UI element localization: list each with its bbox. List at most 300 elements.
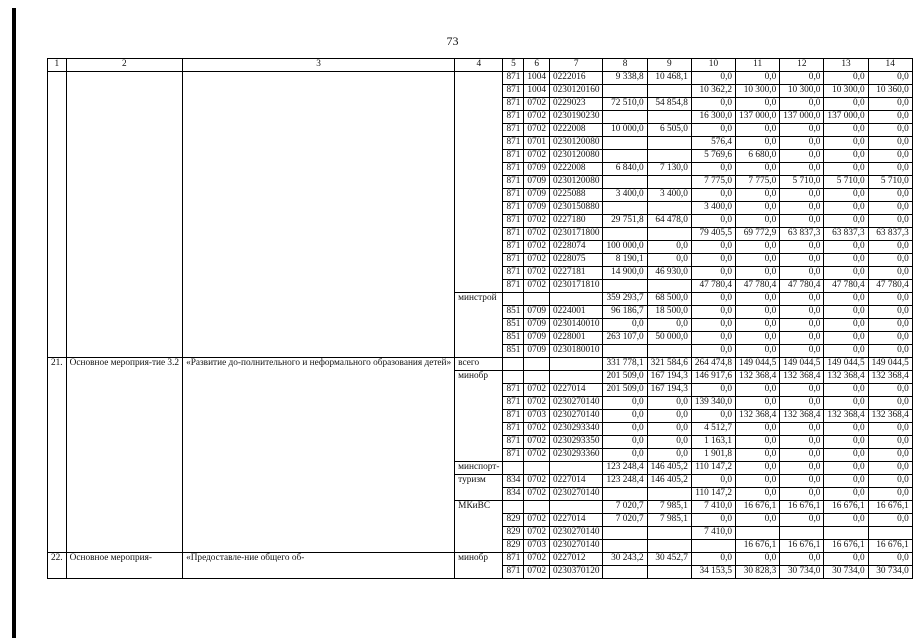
table-cell: 0,0 bbox=[736, 162, 780, 175]
table-cell: «Предоставле-ние общего об- bbox=[183, 552, 455, 578]
table-cell: Основное мероприя- bbox=[66, 552, 182, 578]
table-cell: 0230171810 bbox=[550, 279, 603, 292]
table-cell: 0,0 bbox=[824, 71, 868, 84]
table-cell: 10 360,0 bbox=[868, 84, 912, 97]
table-cell: 7 985,1 bbox=[647, 500, 691, 513]
table-cell bbox=[603, 279, 647, 292]
table-cell: 0,0 bbox=[780, 71, 824, 84]
table-cell: 0227014 bbox=[550, 383, 603, 396]
table-cell: 0,0 bbox=[691, 292, 735, 305]
table-cell: 5 710,0 bbox=[824, 175, 868, 188]
table-cell: 0,0 bbox=[736, 396, 780, 409]
table-cell bbox=[183, 71, 455, 357]
table-cell: 30 828,3 bbox=[736, 565, 780, 578]
table-cell bbox=[603, 526, 647, 539]
table-cell: 0703 bbox=[524, 409, 550, 422]
table-cell: 331 778,1 bbox=[603, 357, 647, 370]
table-cell: 16 676,1 bbox=[780, 500, 824, 513]
table-cell: 871 bbox=[503, 552, 524, 565]
table-cell: 0,0 bbox=[780, 318, 824, 331]
table-cell: 0,0 bbox=[868, 188, 912, 201]
table-cell: 0,0 bbox=[736, 97, 780, 110]
table-cell bbox=[647, 110, 691, 123]
table-cell: 0,0 bbox=[736, 318, 780, 331]
table-cell: 0,0 bbox=[736, 240, 780, 253]
table-cell: 0,0 bbox=[824, 305, 868, 318]
table-cell: 0,0 bbox=[736, 448, 780, 461]
table-cell: 0230293340 bbox=[550, 422, 603, 435]
table-cell: 871 bbox=[503, 448, 524, 461]
table-cell: 0,0 bbox=[780, 123, 824, 136]
table-cell: 871 bbox=[503, 565, 524, 578]
table-cell: 10 468,1 bbox=[647, 71, 691, 84]
table-cell: 0228074 bbox=[550, 240, 603, 253]
table-cell: 68 500,0 bbox=[647, 292, 691, 305]
table-cell bbox=[550, 292, 603, 305]
table-cell bbox=[647, 201, 691, 214]
table-cell bbox=[824, 526, 868, 539]
table-cell: 132 368,4 bbox=[868, 370, 912, 383]
table-cell bbox=[603, 175, 647, 188]
table-cell: 0702 bbox=[524, 474, 550, 487]
table-cell: 7 985,1 bbox=[647, 513, 691, 526]
column-header: 6 bbox=[524, 59, 550, 72]
table-cell: 0,0 bbox=[736, 435, 780, 448]
table-cell: 0701 bbox=[524, 136, 550, 149]
table-cell bbox=[550, 357, 603, 370]
table-row bbox=[48, 71, 913, 84]
table-cell: 100 000,0 bbox=[603, 240, 647, 253]
table-cell: 851 bbox=[503, 305, 524, 318]
table-cell: 0,0 bbox=[736, 292, 780, 305]
table-cell: МКиВС bbox=[455, 500, 503, 552]
table-cell: 0,0 bbox=[603, 409, 647, 422]
table-cell: 0,0 bbox=[780, 305, 824, 318]
table-cell: 0,0 bbox=[824, 448, 868, 461]
column-header: 1 bbox=[48, 59, 67, 72]
table-cell: 321 584,6 bbox=[647, 357, 691, 370]
table-cell: 0,0 bbox=[868, 331, 912, 344]
table-cell: 0702 bbox=[524, 266, 550, 279]
table-cell: 576,4 bbox=[691, 136, 735, 149]
header-row bbox=[48, 59, 913, 72]
table-cell: 0,0 bbox=[647, 448, 691, 461]
table-cell: 0,0 bbox=[868, 253, 912, 266]
table-cell: 0,0 bbox=[691, 383, 735, 396]
table-cell: 0230171800 bbox=[550, 227, 603, 240]
table-cell: 0230180010 bbox=[550, 344, 603, 357]
table-cell: 0230270140 bbox=[550, 396, 603, 409]
table-cell: 0,0 bbox=[824, 318, 868, 331]
table-cell: 0709 bbox=[524, 162, 550, 175]
table-cell: 0,0 bbox=[780, 253, 824, 266]
table-cell: 5 710,0 bbox=[868, 175, 912, 188]
table-cell: 0,0 bbox=[868, 318, 912, 331]
table-cell: 7 775,0 bbox=[736, 175, 780, 188]
table-cell: 167 194,3 bbox=[647, 370, 691, 383]
table-cell: 0,0 bbox=[603, 435, 647, 448]
table-cell: 63 837,3 bbox=[780, 227, 824, 240]
table-cell bbox=[647, 175, 691, 188]
table-cell: 132 368,4 bbox=[736, 409, 780, 422]
column-header: 3 bbox=[183, 59, 455, 72]
table-cell: 4 512,7 bbox=[691, 422, 735, 435]
table-cell: 167 194,3 bbox=[647, 383, 691, 396]
table-cell: 0,0 bbox=[736, 266, 780, 279]
table-cell bbox=[647, 539, 691, 552]
table-cell: 137 000,0 bbox=[736, 110, 780, 123]
table-cell: 0,0 bbox=[780, 422, 824, 435]
table-cell: 0702 bbox=[524, 435, 550, 448]
table-cell: 30 734,0 bbox=[824, 565, 868, 578]
table-cell: 0,0 bbox=[868, 240, 912, 253]
table-cell: 0230120160 bbox=[550, 84, 603, 97]
table-cell: 7 410,0 bbox=[691, 500, 735, 513]
table-cell: 30 452,7 bbox=[647, 552, 691, 565]
table-cell: 0,0 bbox=[824, 383, 868, 396]
table-cell: 132 368,4 bbox=[824, 370, 868, 383]
column-header: 13 bbox=[824, 59, 868, 72]
table-cell bbox=[550, 500, 603, 513]
table-cell: 0702 bbox=[524, 149, 550, 162]
column-header: 7 bbox=[550, 59, 603, 72]
table-cell: минстрой bbox=[455, 292, 503, 357]
column-header: 10 bbox=[691, 59, 735, 72]
table-cell: 0230293360 bbox=[550, 448, 603, 461]
table-cell: 0,0 bbox=[868, 123, 912, 136]
table-cell: 359 293,7 bbox=[603, 292, 647, 305]
table-cell: 0,0 bbox=[868, 487, 912, 500]
table-cell: 132 368,4 bbox=[780, 409, 824, 422]
table-cell: 0702 bbox=[524, 526, 550, 539]
table-cell: 0230140010 bbox=[550, 318, 603, 331]
table-cell: 0230293350 bbox=[550, 435, 603, 448]
table-cell: 0230190230 bbox=[550, 110, 603, 123]
table-cell: 0,0 bbox=[647, 253, 691, 266]
table-cell: 0,0 bbox=[736, 331, 780, 344]
table-cell: 16 676,1 bbox=[736, 539, 780, 552]
table-cell: 871 bbox=[503, 266, 524, 279]
table-cell: 871 bbox=[503, 435, 524, 448]
table-cell bbox=[524, 292, 550, 305]
table-cell: 0,0 bbox=[691, 162, 735, 175]
table-cell: 0,0 bbox=[868, 448, 912, 461]
table-cell: 0702 bbox=[524, 279, 550, 292]
table-cell: 0,0 bbox=[780, 396, 824, 409]
column-header: 14 bbox=[868, 59, 912, 72]
table-cell: 871 bbox=[503, 396, 524, 409]
table-cell: 0,0 bbox=[868, 71, 912, 84]
table-cell: 0,0 bbox=[780, 448, 824, 461]
column-header: 4 bbox=[455, 59, 503, 72]
table-cell: 0,0 bbox=[603, 396, 647, 409]
table-cell: 0,0 bbox=[868, 422, 912, 435]
table-cell: 871 bbox=[503, 253, 524, 266]
table-cell: 0,0 bbox=[736, 344, 780, 357]
table-cell: 0228001 bbox=[550, 331, 603, 344]
table-cell: 0230120080 bbox=[550, 136, 603, 149]
table-cell: 0,0 bbox=[868, 292, 912, 305]
table-cell: 871 bbox=[503, 149, 524, 162]
table-cell: 0,0 bbox=[824, 162, 868, 175]
table-cell: 0,0 bbox=[603, 318, 647, 331]
column-header: 11 bbox=[736, 59, 780, 72]
table-cell: 10 300,0 bbox=[736, 84, 780, 97]
table-cell: 871 bbox=[503, 214, 524, 227]
table-cell: 47 780,4 bbox=[868, 279, 912, 292]
table-cell: 829 bbox=[503, 526, 524, 539]
table-cell: 0709 bbox=[524, 175, 550, 188]
table-cell: 6 505,0 bbox=[647, 123, 691, 136]
table-cell: 69 772,9 bbox=[736, 227, 780, 240]
table-cell: 0,0 bbox=[691, 409, 735, 422]
budget-table bbox=[47, 58, 913, 579]
table-cell: 0,0 bbox=[780, 461, 824, 474]
table-cell: 10 362,2 bbox=[691, 84, 735, 97]
table-cell: 264 474,8 bbox=[691, 357, 735, 370]
table-cell: 0,0 bbox=[780, 331, 824, 344]
table-cell: 0,0 bbox=[824, 97, 868, 110]
table-cell: 201 509,0 bbox=[603, 383, 647, 396]
table-cell: 50 000,0 bbox=[647, 331, 691, 344]
table-cell: 0,0 bbox=[868, 201, 912, 214]
table-cell: 0,0 bbox=[780, 474, 824, 487]
table-cell: 0230150880 bbox=[550, 201, 603, 214]
table-cell: 0702 bbox=[524, 396, 550, 409]
table-cell: 0,0 bbox=[780, 214, 824, 227]
table-cell: 0,0 bbox=[824, 422, 868, 435]
table-cell: минобр bbox=[455, 370, 503, 461]
table-cell: 0230270140 bbox=[550, 409, 603, 422]
table-cell: 0,0 bbox=[647, 240, 691, 253]
table-cell bbox=[455, 71, 503, 292]
table-cell: 0702 bbox=[524, 513, 550, 526]
table-cell: 0,0 bbox=[868, 214, 912, 227]
table-cell: 0227012 bbox=[550, 552, 603, 565]
table-cell: 54 854,8 bbox=[647, 97, 691, 110]
table-cell: 9 338,8 bbox=[603, 71, 647, 84]
table-cell: 871 bbox=[503, 110, 524, 123]
table-cell bbox=[524, 500, 550, 513]
table-cell: 16 676,1 bbox=[780, 539, 824, 552]
table-cell: 871 bbox=[503, 227, 524, 240]
table-cell: 0,0 bbox=[736, 123, 780, 136]
table-cell: 0,0 bbox=[691, 188, 735, 201]
table-cell: 149 044,5 bbox=[824, 357, 868, 370]
table-cell bbox=[603, 227, 647, 240]
table-cell bbox=[647, 279, 691, 292]
table-cell: 0,0 bbox=[736, 513, 780, 526]
table-cell: 22. bbox=[48, 552, 67, 578]
table-cell: 0,0 bbox=[868, 383, 912, 396]
table-cell: 0,0 bbox=[780, 383, 824, 396]
table-cell bbox=[503, 357, 524, 370]
table-cell bbox=[603, 110, 647, 123]
table-cell: 0,0 bbox=[780, 149, 824, 162]
table-cell bbox=[603, 149, 647, 162]
table-cell: 0230270140 bbox=[550, 526, 603, 539]
table-cell: 0227180 bbox=[550, 214, 603, 227]
table-cell bbox=[647, 487, 691, 500]
table-cell: 5 710,0 bbox=[780, 175, 824, 188]
table-cell: 7 775,0 bbox=[691, 175, 735, 188]
table-cell: 146 405,2 bbox=[647, 474, 691, 487]
table-cell bbox=[647, 526, 691, 539]
table-cell: 10 300,0 bbox=[780, 84, 824, 97]
table-cell: 0,0 bbox=[868, 396, 912, 409]
table-cell: 132 368,4 bbox=[736, 370, 780, 383]
table-cell: 0,0 bbox=[691, 214, 735, 227]
table-cell: 132 368,4 bbox=[824, 409, 868, 422]
column-header: 2 bbox=[66, 59, 182, 72]
table-cell: 6 840,0 bbox=[603, 162, 647, 175]
table-cell: 871 bbox=[503, 201, 524, 214]
table-cell: 10 300,0 bbox=[824, 84, 868, 97]
table-cell: 0,0 bbox=[824, 461, 868, 474]
table-cell bbox=[691, 539, 735, 552]
table-cell: 1004 bbox=[524, 71, 550, 84]
table-cell: 0,0 bbox=[868, 513, 912, 526]
table-cell: 0702 bbox=[524, 227, 550, 240]
table-cell bbox=[524, 461, 550, 474]
table-cell: 0,0 bbox=[868, 110, 912, 123]
column-header: 5 bbox=[503, 59, 524, 72]
table-cell: 0225088 bbox=[550, 188, 603, 201]
table-cell: 0,0 bbox=[603, 448, 647, 461]
table-cell: 0702 bbox=[524, 214, 550, 227]
table-cell: 14 900,0 bbox=[603, 266, 647, 279]
table-cell bbox=[603, 136, 647, 149]
table-cell bbox=[524, 357, 550, 370]
table-cell: 851 bbox=[503, 331, 524, 344]
table-cell: 0702 bbox=[524, 123, 550, 136]
table-cell: 0222008 bbox=[550, 162, 603, 175]
table-cell: 30 734,0 bbox=[780, 565, 824, 578]
table-cell: 834 bbox=[503, 474, 524, 487]
table-cell bbox=[647, 149, 691, 162]
table-cell: 0227014 bbox=[550, 513, 603, 526]
table-cell: 871 bbox=[503, 409, 524, 422]
table-cell: 5 769,6 bbox=[691, 149, 735, 162]
table-cell bbox=[736, 526, 780, 539]
column-header: 12 bbox=[780, 59, 824, 72]
table-cell bbox=[868, 526, 912, 539]
table-cell: Основное мероприя-тие 3.2 bbox=[66, 357, 182, 552]
table-cell: туризм bbox=[455, 474, 503, 500]
table-cell: 0709 bbox=[524, 318, 550, 331]
table-cell: 0,0 bbox=[691, 71, 735, 84]
table-cell bbox=[603, 201, 647, 214]
table-cell: 16 676,1 bbox=[824, 500, 868, 513]
table-cell: 0702 bbox=[524, 383, 550, 396]
table-cell: 34 153,5 bbox=[691, 565, 735, 578]
table-cell: 263 107,0 bbox=[603, 331, 647, 344]
table-cell: 0,0 bbox=[780, 201, 824, 214]
table-cell: 0,0 bbox=[647, 422, 691, 435]
table-cell: 0,0 bbox=[736, 253, 780, 266]
table-cell: 0230370120 bbox=[550, 565, 603, 578]
table-cell: 0702 bbox=[524, 487, 550, 500]
table-cell: 7 130,0 bbox=[647, 162, 691, 175]
table-cell: 0,0 bbox=[691, 552, 735, 565]
table-cell bbox=[780, 526, 824, 539]
table-cell bbox=[647, 136, 691, 149]
table-cell: 0702 bbox=[524, 565, 550, 578]
table-cell: 16 676,1 bbox=[868, 539, 912, 552]
table-cell: 0,0 bbox=[647, 435, 691, 448]
table-cell: 139 340,0 bbox=[691, 396, 735, 409]
table-cell: 72 510,0 bbox=[603, 97, 647, 110]
table-cell: 79 405,5 bbox=[691, 227, 735, 240]
table-cell: 0,0 bbox=[824, 253, 868, 266]
table-row bbox=[48, 552, 913, 565]
table-cell: 0,0 bbox=[780, 266, 824, 279]
table-cell: 0,0 bbox=[824, 240, 868, 253]
table-cell: всего bbox=[455, 357, 503, 370]
table-cell: 0230270140 bbox=[550, 487, 603, 500]
table-cell bbox=[603, 84, 647, 97]
table-cell: 871 bbox=[503, 71, 524, 84]
table-cell: 149 044,5 bbox=[736, 357, 780, 370]
table-cell bbox=[503, 461, 524, 474]
table-cell: 149 044,5 bbox=[780, 357, 824, 370]
table-cell bbox=[48, 71, 67, 357]
table-cell: 871 bbox=[503, 188, 524, 201]
table-cell: 0,0 bbox=[868, 97, 912, 110]
table-cell: 829 bbox=[503, 513, 524, 526]
table-cell: 0,0 bbox=[647, 318, 691, 331]
table-cell: 0,0 bbox=[736, 474, 780, 487]
table-cell: 0,0 bbox=[780, 188, 824, 201]
table-cell: 0228075 bbox=[550, 253, 603, 266]
table-cell: 1 901,8 bbox=[691, 448, 735, 461]
table-cell: 123 248,4 bbox=[603, 461, 647, 474]
table-cell: 47 780,4 bbox=[736, 279, 780, 292]
page-number: 73 bbox=[446, 34, 459, 48]
table-cell: 7 410,0 bbox=[691, 526, 735, 539]
table-cell: 0,0 bbox=[824, 149, 868, 162]
table-cell: 871 bbox=[503, 84, 524, 97]
table-cell: 201 509,0 bbox=[603, 370, 647, 383]
table-cell: 871 bbox=[503, 136, 524, 149]
table-cell bbox=[603, 487, 647, 500]
table-cell: 3 400,0 bbox=[691, 201, 735, 214]
table-cell: 146 405,2 bbox=[647, 461, 691, 474]
table-cell: 0,0 bbox=[824, 214, 868, 227]
table-cell: 0,0 bbox=[824, 513, 868, 526]
table-cell: 0,0 bbox=[868, 136, 912, 149]
table-cell: 7 020,7 bbox=[603, 500, 647, 513]
table-cell: 0,0 bbox=[824, 487, 868, 500]
table-cell bbox=[503, 292, 524, 305]
table-cell: 1 163,1 bbox=[691, 435, 735, 448]
table-cell: 110 147,2 bbox=[691, 487, 735, 500]
table-cell: 63 837,3 bbox=[824, 227, 868, 240]
table-cell: 871 bbox=[503, 240, 524, 253]
table-cell: 16 676,1 bbox=[824, 539, 868, 552]
table-cell: 132 368,4 bbox=[780, 370, 824, 383]
table-cell: 0,0 bbox=[780, 344, 824, 357]
table-cell: 16 300,0 bbox=[691, 110, 735, 123]
table-cell: 7 020,7 bbox=[603, 513, 647, 526]
table-cell: 0,0 bbox=[691, 253, 735, 266]
table-cell: 30 243,2 bbox=[603, 552, 647, 565]
table-cell: 0,0 bbox=[647, 396, 691, 409]
table-cell: 137 000,0 bbox=[824, 110, 868, 123]
table-cell: 0702 bbox=[524, 552, 550, 565]
table-cell: 0,0 bbox=[824, 136, 868, 149]
table-cell: 0230270140 bbox=[550, 539, 603, 552]
